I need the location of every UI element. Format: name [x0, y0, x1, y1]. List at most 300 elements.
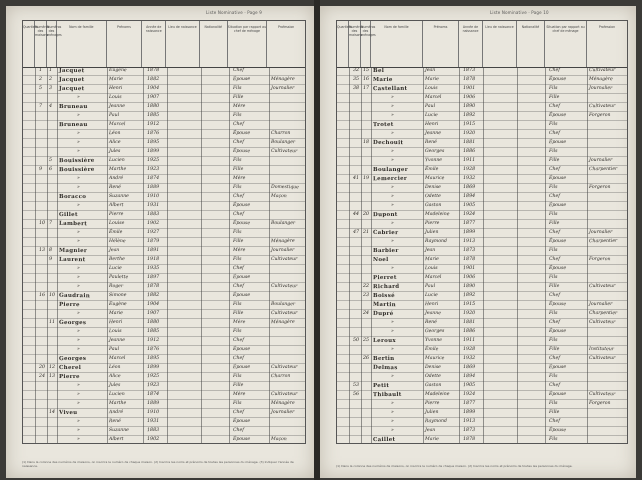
first-name-cell: Alice — [108, 373, 121, 379]
birth-year-cell: 1932 — [462, 175, 476, 181]
first-name-cell: Paul — [424, 283, 436, 289]
first-name-cell: Simone — [108, 292, 127, 298]
surname-cell: Bertin — [372, 355, 395, 362]
surname-cell: Bouissière — [58, 157, 95, 164]
birth-year-cell: 1911 — [462, 337, 476, 343]
relation-cell: Chef — [232, 337, 244, 343]
first-name-cell: Louise — [108, 220, 125, 226]
column-divider — [545, 67, 546, 443]
relation-cell: Chef — [548, 130, 560, 136]
household-number: 17 — [362, 85, 370, 91]
relation-cell: Fils — [548, 373, 558, 379]
first-name-cell: Jean — [424, 67, 436, 73]
first-name-cell: Pierre — [424, 220, 440, 226]
ditto-mark: » — [76, 184, 80, 190]
house-number: 9 — [38, 166, 43, 172]
header-cell: Année de naissance — [142, 21, 166, 67]
profession-cell: Forgeron — [588, 184, 611, 190]
first-name-cell: Odette — [424, 373, 441, 379]
ditto-mark: » — [390, 238, 394, 244]
relation-cell: Fils — [548, 400, 558, 406]
birth-year-cell: 1876 — [146, 130, 160, 136]
first-name-cell: Jules — [108, 148, 121, 154]
birth-year-cell: 1894 — [462, 193, 476, 199]
first-name-cell: Maurice — [424, 355, 445, 361]
ditto-mark: » — [390, 418, 394, 424]
relation-cell: Chef — [548, 355, 560, 361]
first-name-cell: Denise — [424, 364, 441, 370]
birth-year-cell: 1907 — [146, 94, 160, 100]
surname-cell: Jacquet — [58, 67, 85, 74]
household-number: 21 — [362, 229, 370, 235]
ditto-mark: » — [390, 94, 394, 100]
household-number: 26 — [362, 355, 370, 361]
first-name-cell: Eugène — [108, 301, 127, 307]
birth-year-cell: 1915 — [462, 301, 476, 307]
first-name-cell: Madeleine — [424, 211, 450, 217]
relation-cell: Fille — [548, 283, 560, 289]
column-divider — [423, 67, 424, 443]
first-name-cell: Léon — [108, 130, 121, 136]
birth-year-cell: 1912 — [146, 121, 160, 127]
surname-cell: Pierret — [372, 274, 397, 281]
ditto-mark: » — [390, 346, 394, 352]
first-name-cell: Raymond — [424, 238, 447, 244]
house-number: 41 — [352, 175, 360, 181]
first-name-cell: André — [108, 175, 124, 181]
ditto-mark: » — [76, 391, 80, 397]
relation-cell: Fille — [548, 346, 560, 352]
first-name-cell: René — [424, 139, 437, 145]
table-header — [23, 21, 305, 68]
birth-year-cell: 1925 — [146, 373, 160, 379]
column-divider — [47, 67, 48, 443]
relation-cell: Fille — [548, 94, 560, 100]
relation-cell: Fils — [548, 337, 558, 343]
ditto-mark: » — [390, 220, 394, 226]
house-number: 5 — [38, 85, 43, 91]
birth-year-cell: 1881 — [462, 319, 476, 325]
ditto-mark: » — [390, 202, 394, 208]
birth-year-cell: 1915 — [462, 121, 476, 127]
profession-cell: Forgeron — [588, 400, 611, 406]
profession-cell: Maçon — [270, 436, 287, 442]
relation-cell: Épouse — [548, 202, 567, 208]
first-name-cell: Pierre — [424, 400, 440, 406]
ditto-mark: » — [76, 265, 80, 271]
house-number: 24 — [38, 373, 46, 379]
ditto-mark: » — [390, 400, 394, 406]
house-number: 56 — [352, 391, 360, 397]
header-cell: Prénoms — [423, 21, 459, 67]
birth-year-cell: 1878 — [146, 67, 160, 73]
household-number: 12 — [48, 364, 56, 370]
first-name-cell: Paulette — [108, 274, 129, 280]
surname-cell: Boissé — [372, 292, 395, 299]
first-name-cell: Léon — [108, 364, 121, 370]
first-name-cell: Hélène — [108, 238, 126, 244]
relation-cell: Épouse — [548, 364, 567, 370]
household-number: 5 — [48, 157, 53, 163]
birth-year-cell: 1897 — [146, 274, 160, 280]
first-name-cell: Madeleine — [424, 391, 450, 397]
surname-cell: Petit — [372, 382, 390, 389]
table-header — [337, 21, 627, 68]
first-name-cell: Julien — [424, 229, 439, 235]
first-name-cell: Yvonne — [424, 337, 443, 343]
first-name-cell: Berthe — [108, 256, 125, 262]
relation-cell: Chef — [232, 139, 244, 145]
surname-cell: Jacquet — [58, 85, 85, 92]
first-name-cell: Denise — [424, 184, 441, 190]
relation-cell: Fille — [548, 157, 560, 163]
ditto-mark: » — [76, 139, 80, 145]
relation-cell: Chef — [548, 67, 560, 73]
header-cell: Nationalité — [517, 21, 545, 67]
relation-cell: Fils — [548, 211, 558, 217]
relation-cell: Fils — [232, 400, 242, 406]
ditto-mark: » — [390, 265, 394, 271]
birth-year-cell: 1899 — [146, 364, 160, 370]
first-name-cell: Yvonne — [424, 157, 443, 163]
relation-cell: Fils — [232, 256, 242, 262]
house-number: 20 — [38, 364, 46, 370]
relation-cell: Mère — [232, 103, 246, 109]
birth-year-cell: 1882 — [146, 76, 160, 82]
relation-cell: Fils — [548, 85, 558, 91]
birth-year-cell: 1874 — [146, 391, 160, 397]
profession-cell: Cultivateur — [270, 310, 298, 316]
profession-cell: Journalier — [270, 409, 295, 415]
first-name-cell: Julien — [424, 409, 439, 415]
profession-cell: Journalier — [270, 85, 295, 91]
first-name-cell: Marie — [108, 76, 123, 82]
household-number: 11 — [48, 319, 56, 325]
profession-cell: Journalier — [270, 247, 295, 253]
header-cell: Numéros des ménages — [47, 21, 57, 67]
birth-year-cell: 1869 — [462, 184, 476, 190]
birth-year-cell: 1925 — [146, 157, 160, 163]
household-number: 2 — [48, 76, 53, 82]
ditto-mark: » — [390, 319, 394, 325]
first-name-cell: Henri — [424, 121, 439, 127]
birth-year-cell: 1876 — [146, 346, 160, 352]
birth-year-cell: 1883 — [146, 211, 160, 217]
profession-cell: Ménagère — [270, 319, 295, 325]
surname-cell: Lemercier — [372, 175, 408, 182]
birth-year-cell: 1911 — [462, 157, 476, 163]
birth-year-cell: 1894 — [462, 373, 476, 379]
birth-year-cell: 1902 — [146, 220, 160, 226]
relation-cell: Fils — [548, 274, 558, 280]
relation-cell: Fils — [548, 184, 558, 190]
profession-cell: Charpentier — [588, 238, 618, 244]
footnote: (1) Dans la colonne des numéros de maisons, on inscrira le numéro de chaque maison. (2) Inscrire les noms et prénoms de toutes les personnes du ménage. — [336, 464, 573, 468]
household-number: 22 — [362, 283, 370, 289]
birth-year-cell: 1873 — [462, 247, 476, 253]
profession-cell: Cultivateur — [588, 319, 616, 325]
household-number: 14 — [48, 409, 56, 415]
relation-cell: Épouse — [548, 265, 567, 271]
surname-cell: Cabrier — [372, 229, 399, 236]
relation-cell: Fils — [232, 157, 242, 163]
birth-year-cell: 1886 — [462, 328, 476, 334]
surname-cell: Georges — [58, 319, 87, 326]
birth-year-cell: 1877 — [462, 400, 476, 406]
first-name-cell: Georges — [424, 148, 445, 154]
ditto-mark: » — [390, 157, 394, 163]
relation-cell: Fils — [548, 121, 558, 127]
birth-year-cell: 1895 — [146, 139, 160, 145]
relation-cell: Mère — [232, 247, 246, 253]
ditto-mark: » — [76, 94, 80, 100]
birth-year-cell: 1904 — [146, 85, 160, 91]
relation-cell: Chef — [548, 418, 560, 424]
surname-cell: Georges — [58, 355, 87, 362]
first-name-cell: Marie — [424, 256, 439, 262]
birth-year-cell: 1899 — [146, 148, 160, 154]
ditto-mark: » — [76, 382, 80, 388]
relation-cell: Fille — [232, 310, 244, 316]
surname-cell: Thibault — [372, 391, 402, 398]
column-divider — [143, 67, 144, 443]
house-number: 35 — [352, 76, 360, 82]
relation-cell: Fille — [548, 220, 560, 226]
ditto-mark: » — [76, 310, 80, 316]
ditto-mark: » — [76, 400, 80, 406]
relation-cell: Chef — [548, 193, 560, 199]
birth-year-cell: 1913 — [462, 238, 476, 244]
ditto-mark: » — [76, 283, 80, 289]
first-name-cell: Albert — [108, 436, 124, 442]
first-name-cell: Henri — [108, 85, 123, 91]
house-number: 16 — [38, 292, 46, 298]
first-name-cell: Paul — [424, 103, 436, 109]
footnote: (1) Dans la colonne des numéros de maisons, on inscrira le numéro de chaque maison. (2) Inscrire les noms et prénoms de toutes les personnes du ménage. (3) Indiquer l'année de naissance. — [22, 460, 294, 468]
first-name-cell: Gaston — [424, 382, 442, 388]
birth-year-cell: 1928 — [462, 346, 476, 352]
header-cell: Profession — [278, 25, 295, 29]
surname-cell: Delmas — [372, 364, 398, 371]
relation-cell: Chef — [548, 292, 560, 298]
surname-cell: Dupont — [372, 211, 398, 218]
relation-cell: Fille — [232, 382, 244, 388]
relation-cell: Épouse — [232, 292, 251, 298]
profession-cell: Ménagère — [588, 76, 613, 82]
surname-cell: Dechouit — [372, 139, 404, 146]
relation-cell: Épouse — [232, 346, 251, 352]
birth-year-cell: 1906 — [462, 94, 476, 100]
profession-cell: Boulanger — [270, 139, 296, 145]
column-divider — [483, 67, 484, 443]
relation-cell: Fils — [548, 247, 558, 253]
first-name-cell: Pierre — [108, 211, 124, 217]
header-cell: Numéros des ménages — [361, 21, 371, 67]
surname-cell: Bouissière — [58, 166, 95, 173]
birth-year-cell: 1890 — [462, 283, 476, 289]
first-name-cell: Roger — [108, 283, 124, 289]
profession-cell: Charron — [270, 373, 291, 379]
ditto-mark: » — [390, 130, 394, 136]
header-cell: Nom de famille — [57, 21, 107, 67]
first-name-cell: Lucie — [424, 112, 438, 118]
header-cell: Situation par rapport au chef de ménage — [228, 21, 268, 67]
relation-cell: Chef — [548, 382, 560, 388]
first-name-cell: Marcel — [424, 94, 442, 100]
census-table — [336, 20, 628, 444]
birth-year-cell: 1877 — [462, 220, 476, 226]
census-table — [22, 20, 306, 444]
surname-cell: Marie — [372, 76, 393, 83]
household-number: 1 — [48, 67, 53, 73]
household-number: 3 — [48, 85, 53, 91]
column-divider — [349, 67, 350, 443]
birth-year-cell: 1890 — [462, 103, 476, 109]
profession-cell: Cultivateur — [588, 355, 616, 361]
profession-cell: Charpentier — [588, 310, 618, 316]
first-name-cell: Jules — [108, 382, 121, 388]
birth-year-cell: 1882 — [146, 292, 160, 298]
household-number: 6 — [48, 166, 53, 172]
birth-year-cell: 1878 — [462, 256, 476, 262]
header-cell: Numéros des maisons — [349, 21, 361, 67]
relation-cell: Chef — [232, 409, 244, 415]
column-divider — [459, 67, 460, 443]
profession-cell: Cultivateur — [588, 103, 616, 109]
first-name-cell: Marcel — [424, 274, 442, 280]
birth-year-cell: 1901 — [462, 265, 476, 271]
birth-year-cell: 1869 — [462, 364, 476, 370]
first-name-cell: Jean — [108, 247, 120, 253]
relation-cell: Épouse — [548, 301, 567, 307]
house-number: 7 — [38, 103, 43, 109]
household-number: 25 — [362, 337, 370, 343]
first-name-cell: Louis — [108, 328, 122, 334]
first-name-cell: Maurice — [424, 175, 445, 181]
header-cell: Année de naissance — [459, 21, 483, 67]
column-divider — [361, 67, 362, 443]
first-name-cell: Jeanne — [424, 310, 441, 316]
ditto-mark: » — [76, 175, 80, 181]
relation-cell: Fils — [548, 436, 558, 442]
surname-cell: Magnier — [58, 247, 88, 254]
relation-cell: Chef — [232, 67, 244, 73]
birth-year-cell: 1935 — [146, 265, 160, 271]
birth-year-cell: 1924 — [462, 391, 476, 397]
profession-cell: Cultivateur — [270, 391, 298, 397]
profession-cell: Cultivateur — [270, 364, 298, 370]
relation-cell: Épouse — [232, 418, 251, 424]
surname-cell: Richard — [372, 283, 400, 290]
column-divider — [167, 67, 168, 443]
table-body — [337, 67, 627, 443]
first-name-cell: Raymond — [424, 418, 447, 424]
birth-year-cell: 1932 — [462, 355, 476, 361]
household-number: 20 — [362, 211, 370, 217]
ditto-mark: » — [76, 436, 80, 442]
ditto-mark: » — [390, 148, 394, 154]
birth-year-cell: 1931 — [146, 202, 160, 208]
birth-year-cell: 1907 — [146, 310, 160, 316]
profession-cell: Forgeron — [588, 256, 611, 262]
table-body — [23, 67, 305, 443]
first-name-cell: Jean — [424, 427, 436, 433]
ditto-mark: » — [390, 193, 394, 199]
household-number: 9 — [48, 256, 53, 262]
birth-year-cell: 1885 — [146, 328, 160, 334]
column-divider — [107, 67, 108, 443]
relation-cell: Épouse — [232, 130, 251, 136]
header-cell: Profession — [598, 25, 616, 29]
birth-year-cell: 1879 — [146, 238, 160, 244]
birth-year-cell: 1920 — [462, 310, 476, 316]
first-name-cell: Marie — [108, 310, 123, 316]
household-number: 8 — [48, 247, 53, 253]
first-name-cell: Henri — [108, 319, 123, 325]
first-name-cell: Suzanne — [108, 193, 129, 199]
relation-cell: Épouse — [548, 328, 567, 334]
profession-cell: Cultivateur — [588, 283, 616, 289]
header-cell: Lieu de naissance — [166, 21, 200, 67]
household-number: 13 — [48, 373, 56, 379]
ditto-mark: » — [76, 238, 80, 244]
relation-cell: Fils — [232, 373, 242, 379]
surname-cell: Noel — [372, 256, 389, 263]
ditto-mark: » — [76, 112, 80, 118]
profession-cell: Cultivateur — [270, 148, 298, 154]
surname-cell: Caillet — [372, 436, 396, 443]
ditto-mark: » — [390, 409, 394, 415]
relation-cell: Épouse — [548, 76, 567, 82]
birth-year-cell: 1928 — [462, 166, 476, 172]
column-divider — [57, 67, 58, 443]
house-number: 44 — [352, 211, 360, 217]
surname-cell: Viveu — [58, 409, 78, 416]
first-name-cell: Marcel — [108, 355, 126, 361]
relation-cell: Chef — [548, 319, 560, 325]
left-page — [6, 6, 314, 478]
ditto-mark: » — [76, 148, 80, 154]
house-number: 32 — [352, 67, 360, 73]
right-page — [320, 6, 636, 478]
first-name-cell: Gaston — [424, 202, 442, 208]
first-name-cell: Lucie — [424, 292, 438, 298]
birth-year-cell: 1880 — [146, 319, 160, 325]
surname-cell: Martin — [372, 301, 397, 308]
profession-cell: Instituteur — [588, 346, 615, 352]
relation-cell: Fils — [232, 301, 242, 307]
first-name-cell: Louis — [424, 85, 438, 91]
first-name-cell: Lucien — [108, 391, 125, 397]
relation-cell: Chef — [232, 121, 244, 127]
first-name-cell: Georges — [424, 328, 445, 334]
ditto-mark: » — [390, 112, 394, 118]
birth-year-cell: 1920 — [462, 130, 476, 136]
profession-cell: Boulanger — [270, 301, 296, 307]
relation-cell: Chef — [548, 229, 560, 235]
relation-cell: Épouse — [548, 238, 567, 244]
relation-cell: Fils — [232, 112, 242, 118]
ditto-mark: » — [76, 418, 80, 424]
ditto-mark: » — [76, 202, 80, 208]
header-cell: Situation par rapport au chef de ménage — [545, 21, 587, 67]
first-name-cell: Suzanne — [108, 427, 129, 433]
profession-cell: Domestique — [270, 184, 299, 190]
surname-cell: Pierre — [58, 373, 80, 380]
birth-year-cell: 1927 — [146, 229, 160, 235]
relation-cell: Épouse — [232, 202, 251, 208]
house-number: 13 — [38, 247, 46, 253]
